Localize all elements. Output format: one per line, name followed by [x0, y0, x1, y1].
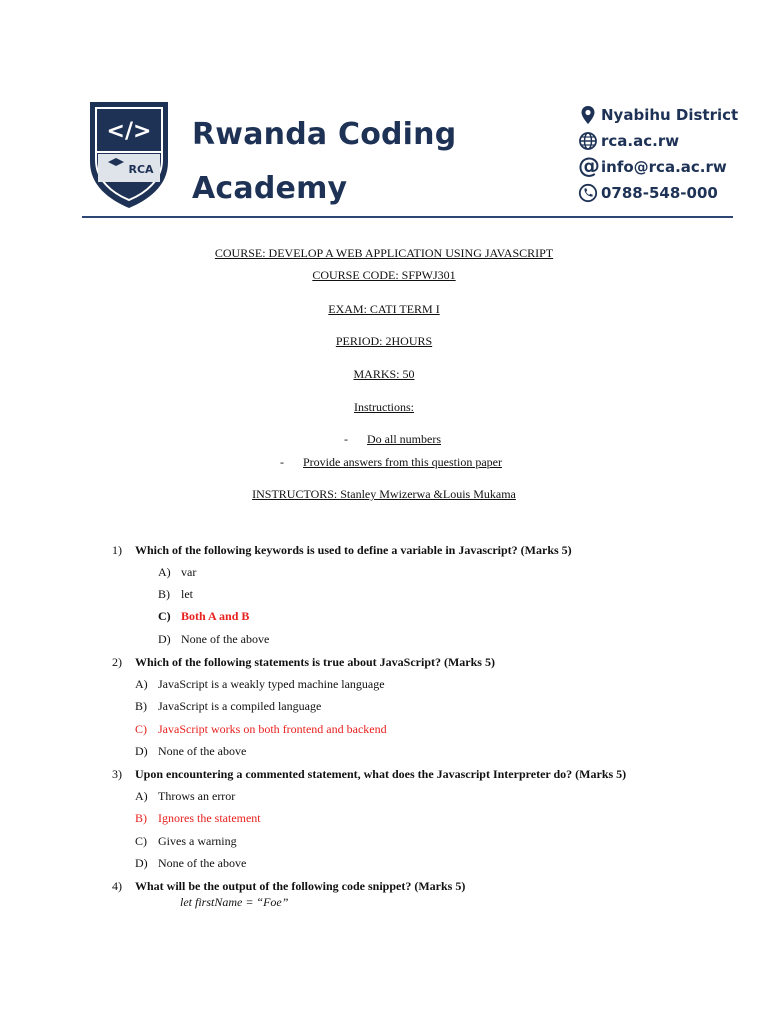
phone-number[interactable]: 0788-548-000 — [601, 184, 718, 202]
contact-phone — [578, 180, 738, 206]
instructors: INSTRUCTORS: Stanley Mwizerwa &Louis Mukama — [252, 487, 516, 501]
contact-email — [578, 154, 738, 180]
instructions-label: Instructions: — [354, 400, 414, 414]
globe-icon — [578, 131, 598, 151]
exam-name: EXAM: CATI TERM I — [328, 302, 440, 316]
academy-name-line2: Academy — [192, 171, 348, 206]
exam-marks: MARKS: 50 — [353, 367, 415, 381]
academy-logo — [86, 100, 172, 210]
location-pin-icon — [578, 105, 598, 125]
website-link[interactable]: rca.ac.rw — [601, 132, 680, 150]
course-code: COURSE CODE: SFPWJ301 — [312, 268, 456, 282]
contact-info — [578, 102, 738, 206]
exam-period: PERIOD: 2HOURS — [335, 334, 433, 348]
phone-icon — [578, 183, 598, 203]
contact-location — [578, 102, 738, 128]
logo-text: RCA — [128, 163, 154, 176]
logo-code-symbol: </> — [106, 119, 152, 144]
email-link[interactable]: info@rca.ac.rw — [601, 158, 727, 176]
academy-name — [192, 108, 456, 216]
academy-name-line1: Rwanda Coding — [192, 117, 457, 152]
header-divider — [82, 216, 733, 218]
at-sign-icon: @ — [578, 154, 600, 179]
location-text: Nyabihu District — [601, 106, 739, 124]
course-title: COURSE: DEVELOP A WEB APPLICATION USING JAVASCRIPT — [214, 246, 554, 260]
code-snippet: let firstName = “Foe” — [180, 895, 289, 909]
contact-website — [578, 128, 738, 154]
